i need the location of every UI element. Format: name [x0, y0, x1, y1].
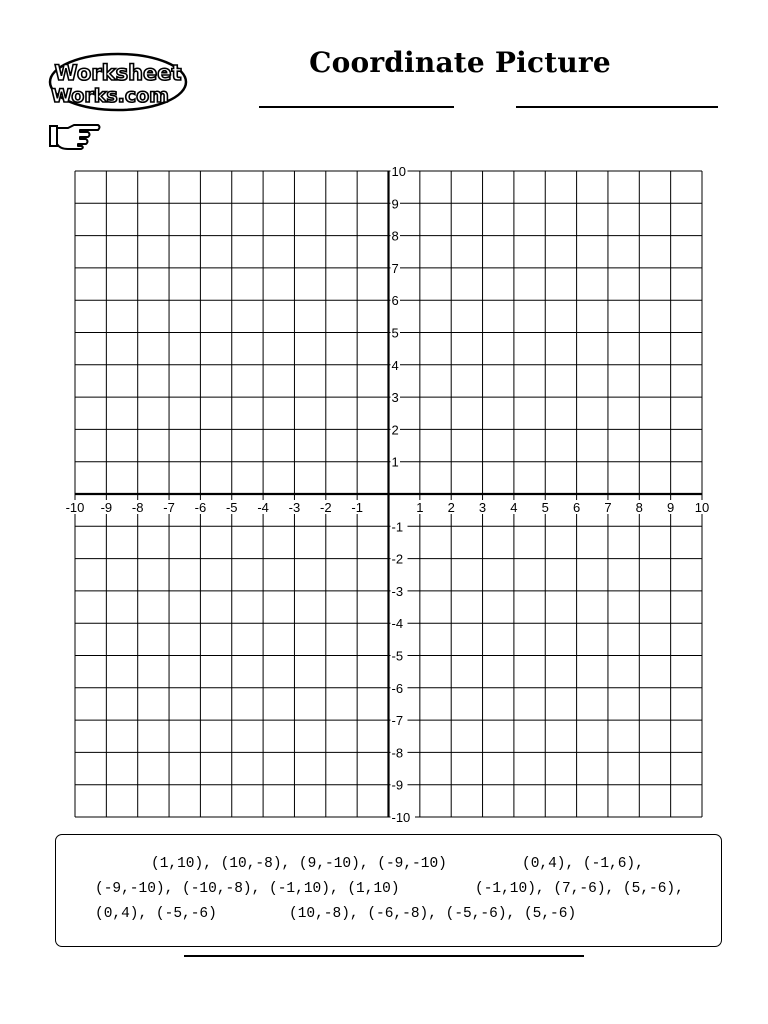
- y-tick-label: 2: [391, 422, 399, 438]
- page-title: Coordinate Picture: [309, 46, 611, 79]
- points-group-3-line-1: (10,-8), (-6,-8), (-5,-6), (5,-6): [289, 906, 577, 922]
- x-tick-label: -9: [100, 500, 113, 515]
- x-tick-label: 6: [572, 500, 581, 515]
- points-group-1-line-3: (0,4), (-5,-6): [95, 906, 217, 922]
- y-tick-label: -2: [391, 551, 404, 567]
- y-tick-label: -1: [391, 519, 404, 535]
- x-tick-label: -5: [225, 500, 238, 515]
- x-tick-label: -3: [288, 500, 301, 515]
- logo-text-line2: Works.com: [51, 85, 169, 107]
- y-tick-label: -9: [391, 777, 404, 793]
- y-tick-label: 8: [391, 228, 399, 244]
- y-tick-label: -7: [391, 713, 404, 729]
- x-tick-label: 3: [478, 500, 487, 515]
- x-tick-label: 1: [416, 500, 424, 515]
- y-tick-label: 7: [391, 260, 399, 276]
- x-tick-label: -6: [194, 500, 207, 515]
- x-tick-label: -7: [163, 500, 175, 515]
- x-tick-label: 4: [510, 500, 518, 515]
- x-tick-label: -2: [320, 500, 332, 515]
- points-group-2-line-1: (0,4), (-1,6),: [522, 856, 644, 872]
- x-tick-label: -10: [65, 500, 85, 515]
- y-tick-label: 3: [391, 390, 399, 406]
- y-tick-label: -3: [391, 583, 404, 599]
- points-group-1-line-1: (1,10), (10,-8), (9,-10), (-9,-10): [151, 856, 447, 872]
- y-tick-label: 4: [391, 357, 399, 373]
- answer-blank-line: [184, 955, 584, 957]
- y-tick-label: -6: [391, 680, 404, 696]
- x-tick-label: 8: [635, 500, 643, 515]
- points-group-1-line-2: (-9,-10), (-10,-8), (-1,10), (1,10): [95, 881, 400, 897]
- x-tick-label: 5: [541, 500, 549, 515]
- x-tick-label: -4: [257, 500, 269, 515]
- y-tick-label: -10: [391, 810, 411, 825]
- x-tick-label: 9: [667, 500, 675, 515]
- x-tick-label: -8: [131, 500, 144, 515]
- y-tick-label: 5: [391, 325, 399, 341]
- x-tick-label: 7: [604, 500, 612, 515]
- y-tick-label: 6: [391, 293, 399, 309]
- y-tick-label: 9: [391, 196, 399, 212]
- x-tick-label: 10: [694, 500, 710, 515]
- y-tick-label: -8: [391, 745, 404, 761]
- y-tick-label: -4: [391, 616, 404, 632]
- y-tick-label: 1: [391, 454, 399, 470]
- points-group-2-line-2: (-1,10), (7,-6), (5,-6),: [475, 881, 684, 897]
- y-tick-label: 10: [391, 164, 406, 179]
- logo-text-line1: Worksheet: [54, 61, 182, 85]
- x-tick-label: 2: [447, 500, 455, 515]
- x-tick-label: -1: [351, 500, 363, 515]
- y-tick-label: -5: [391, 648, 404, 664]
